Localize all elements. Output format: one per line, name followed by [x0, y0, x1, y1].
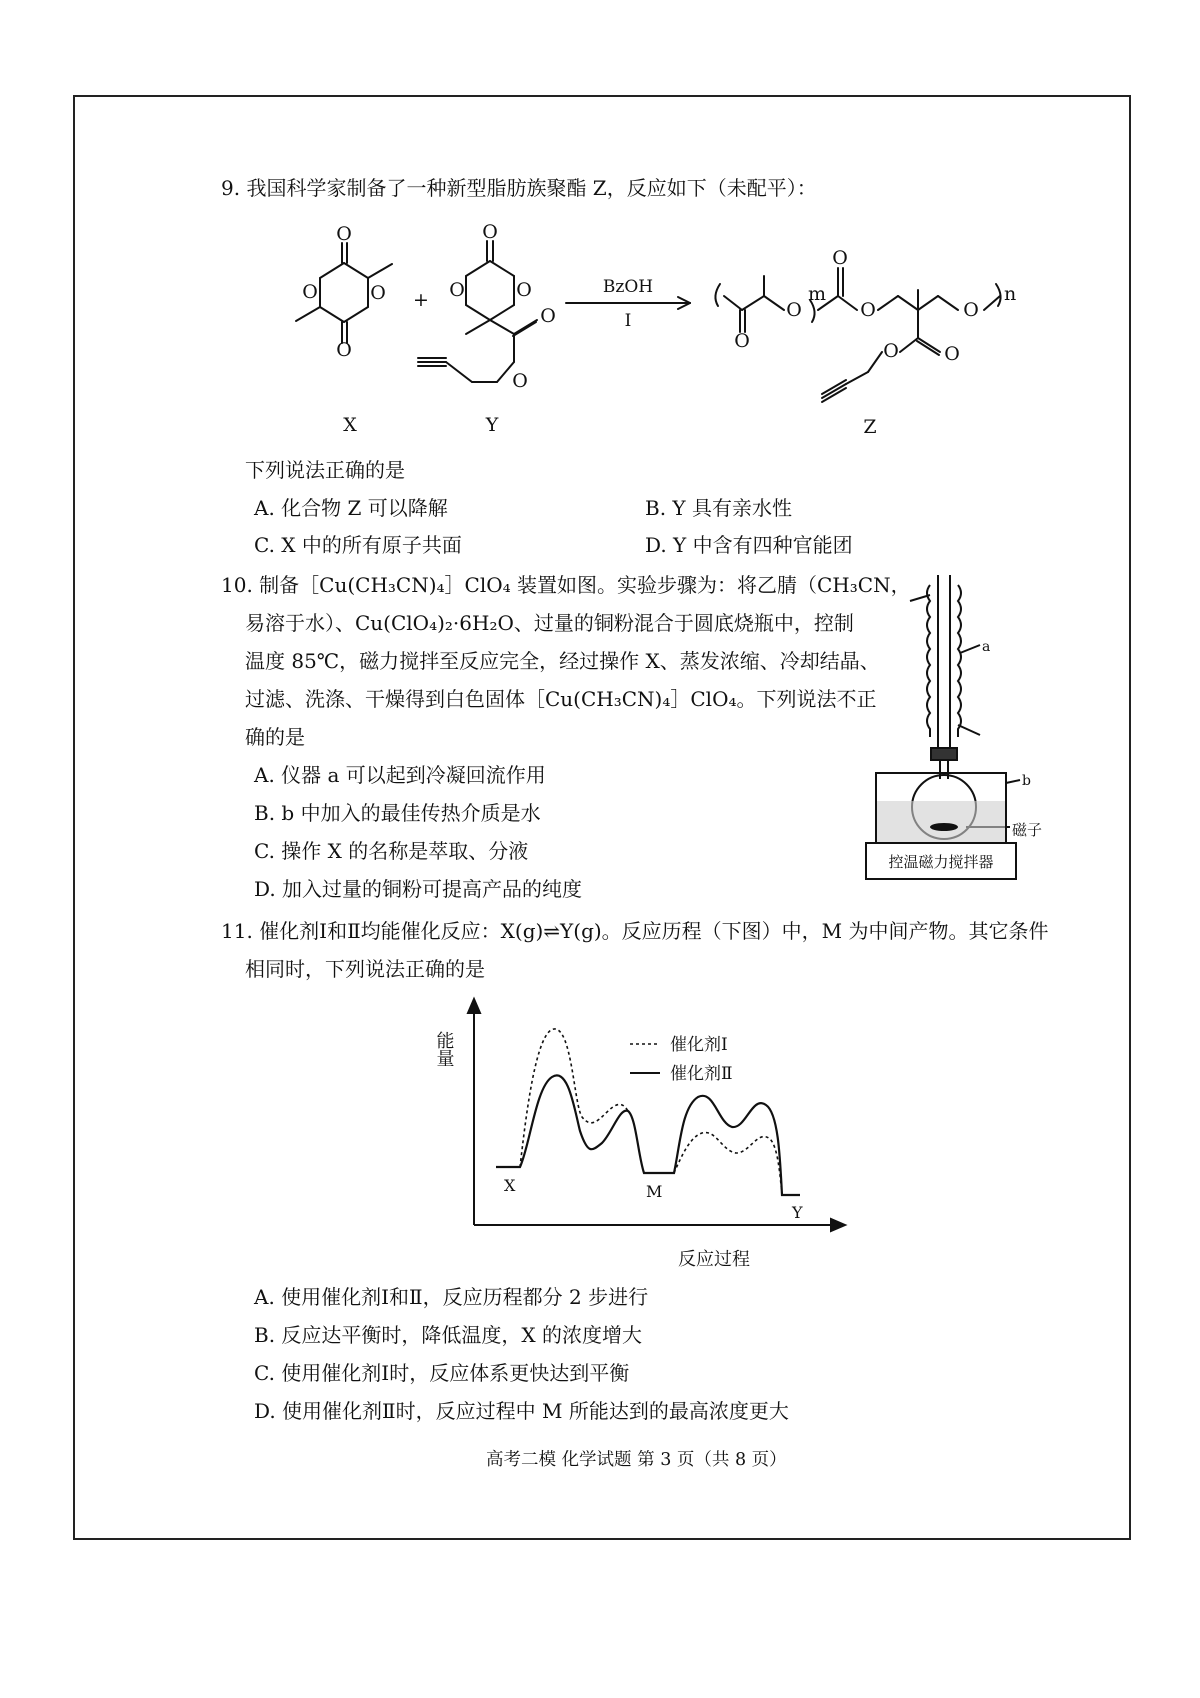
point-y: Y	[792, 1203, 803, 1222]
label-z: Z	[863, 416, 877, 438]
q11-option-a: A. 使用催化剂Ⅰ和Ⅱ，反应历程都分 2 步进行	[254, 1285, 649, 1309]
y-axis-arrow	[468, 999, 480, 1013]
atom-o: O	[512, 370, 528, 392]
reagent-top: BzOH	[602, 277, 654, 297]
y-axis-label: 能量	[433, 1031, 455, 1067]
curve-catalyst-1b	[674, 1133, 782, 1195]
curve-catalyst-1	[496, 1029, 628, 1167]
atom-o: O	[370, 282, 386, 304]
q10-line-4: 过滤、洗涤、干燥得到白色固体［Cu(CH₃CN)₄］ClO₄。下列说法不正	[245, 687, 877, 711]
atom-o: O	[832, 247, 848, 269]
label-stirrer: 控温磁力搅拌器	[888, 853, 994, 871]
atom-o: O	[449, 279, 465, 301]
q9-option-b: B. Y 具有亲水性	[645, 496, 792, 520]
stir-bar	[930, 823, 958, 831]
q10-option-d: D. 加入过量的铜粉可提高产品的纯度	[254, 877, 583, 901]
condenser-jacket-right	[958, 585, 961, 737]
reagent-bottom: I	[624, 311, 632, 331]
q10-option-c: C. 操作 X 的名称是萃取、分液	[254, 839, 529, 863]
q9-prompt: 下列说法正确的是	[245, 458, 405, 482]
atom-o: O	[302, 281, 318, 303]
reaction-arrow	[566, 297, 690, 309]
molecule-y	[418, 241, 537, 382]
molecule-z	[715, 268, 1000, 402]
legend-catalyst-2: 催化剂Ⅱ	[670, 1064, 733, 1084]
water-inlet	[958, 725, 980, 735]
atom-o: O	[336, 339, 352, 361]
q9-option-c: C. X 中的所有原子共面	[254, 533, 462, 557]
q11-option-d: D. 使用催化剂Ⅱ时，反应过程中 M 所能达到的最高浓度更大	[254, 1399, 789, 1423]
label-b: b	[1022, 773, 1031, 789]
q11-line-2: 相同时，下列说法正确的是	[245, 957, 485, 981]
q10-apparatus	[860, 565, 1070, 895]
atom-o: O	[516, 279, 532, 301]
q10-option-b: B. b 中加入的最佳传热介质是水	[254, 801, 541, 825]
plus-sign: +	[413, 289, 429, 311]
q9-option-a: A. 化合物 Z 可以降解	[254, 496, 448, 520]
atom-o: O	[860, 299, 876, 321]
x-axis-arrow	[831, 1219, 845, 1231]
q9-stem: 9. 我国科学家制备了一种新型脂肪族聚酯 Z，反应如下（未配平）：	[221, 176, 817, 200]
q10-line-2: 易溶于水）、Cu(ClO₄)₂·6H₂O、过量的铜粉混合于圆底烧瓶中，控制	[245, 611, 854, 635]
atom-o: O	[336, 223, 352, 245]
label-x: X	[343, 414, 357, 436]
q10-line-1: 10. 制备［Cu(CH₃CN)₄］ClO₄ 装置如图。实验步骤为：将乙腈（CH₃CN，	[221, 573, 911, 597]
q9-option-d: D. Y 中含有四种官能团	[645, 533, 853, 557]
label-a: a	[982, 639, 991, 655]
label-b-leader	[1006, 780, 1020, 783]
water-outlet	[910, 595, 930, 601]
page-footer: 高考二模 化学试题 第 3 页（共 8 页）	[486, 1450, 787, 1470]
point-m: M	[646, 1182, 663, 1201]
q10-option-a: A. 仪器 a 可以起到冷凝回流作用	[254, 763, 546, 787]
q10-line-5: 确的是	[245, 725, 305, 749]
q10-line-3: 温度 85℃，磁力搅拌至反应完全，经过操作 X、蒸发浓缩、冷却结晶、	[245, 649, 880, 673]
q11-option-b: B. 反应达平衡时，降低温度，X 的浓度增大	[254, 1323, 643, 1347]
subscript-n: n	[1004, 283, 1017, 305]
bath-liquid	[877, 801, 1005, 842]
point-x: X	[504, 1176, 516, 1195]
label-stir-bar: 磁子	[1012, 821, 1043, 839]
label-a-leader	[960, 645, 980, 653]
subscript-m: m	[808, 283, 827, 305]
q9-reaction-scheme	[0, 0, 1200, 460]
atom-labels	[302, 221, 979, 392]
curve-catalyst-2	[496, 1075, 666, 1173]
stopper	[931, 748, 957, 760]
q11-energy-diagram	[433, 995, 860, 1270]
atom-o: O	[734, 330, 750, 352]
atom-o: O	[482, 221, 498, 243]
atom-o: O	[540, 305, 556, 327]
q11-line-1: 11. 催化剂Ⅰ和Ⅱ均能催化反应：X(g)⇌Y(g)。反应历程（下图）中，M 为中间产物。其它条件	[221, 919, 1049, 943]
condenser-jacket-left	[927, 585, 930, 737]
legend-catalyst-1: 催化剂Ⅰ	[670, 1035, 728, 1055]
atom-o: O	[963, 299, 979, 321]
atom-o: O	[883, 340, 899, 362]
atom-o: O	[944, 343, 960, 365]
x-axis-label: 反应过程	[678, 1249, 750, 1270]
label-y: Y	[485, 414, 499, 436]
q11-option-c: C. 使用催化剂Ⅰ时，反应体系更快达到平衡	[254, 1361, 630, 1385]
atom-o: O	[786, 299, 802, 321]
curve-catalyst-2b	[666, 1096, 800, 1195]
